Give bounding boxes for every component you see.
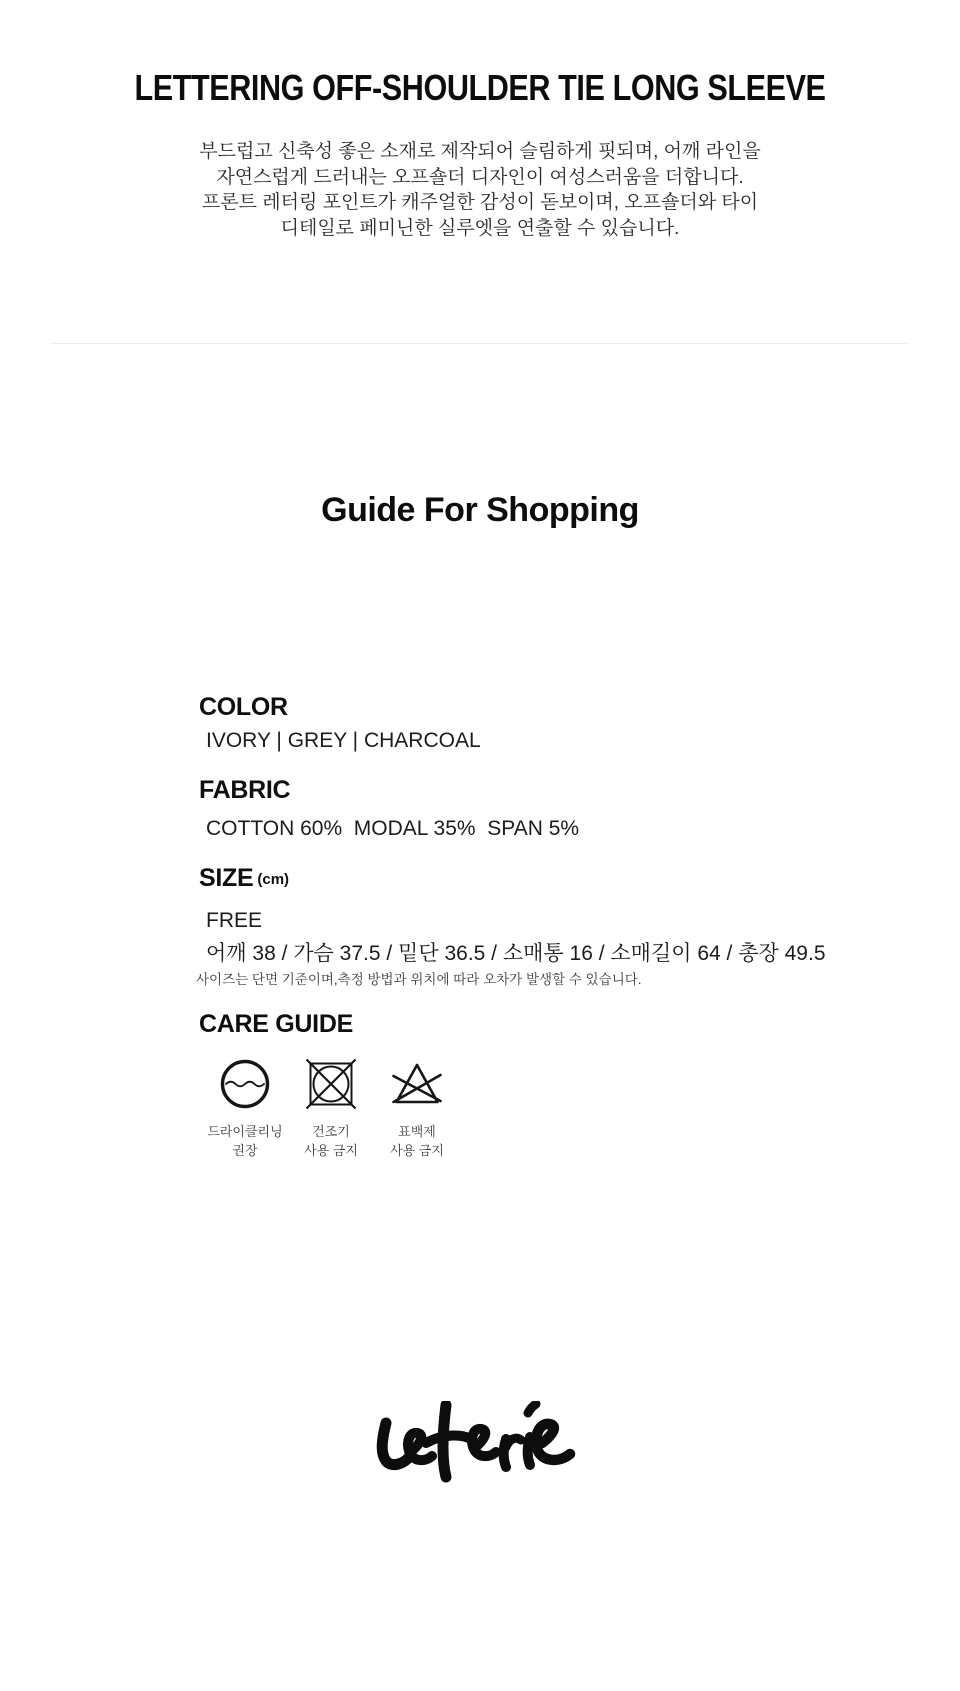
color-value: IVORY | GREY | CHARCOAL	[206, 729, 481, 752]
care-label: 표백제 사용 금지	[390, 1124, 444, 1158]
size-name-value: FREE	[206, 909, 263, 932]
product-detail-page	[0, 69, 960, 1489]
shopping-guide-content	[0, 692, 960, 1160]
size-unit-label: (cm)	[257, 871, 290, 888]
color-heading: COLOR	[199, 693, 288, 721]
size-heading	[199, 863, 960, 895]
care-guide-icons-row	[202, 1058, 960, 1160]
dry-clean-icon	[219, 1058, 271, 1110]
fabric-value: COTTON 60% MODAL 35% SPAN 5%	[206, 817, 580, 840]
fabric-heading: FABRIC	[199, 776, 291, 804]
no-bleach-icon	[391, 1058, 443, 1110]
guide-for-shopping-heading: Guide For Shopping	[321, 491, 639, 529]
size-measurements: 어깨 38 / 가슴 37.5 / 밑단 36.5 / 소매통 16 / 소매길이 64 / 총장 49.5	[206, 942, 826, 965]
care-item-no-bleach	[374, 1058, 460, 1160]
care-item-dry-clean	[202, 1058, 288, 1160]
no-tumble-dry-icon	[305, 1058, 357, 1110]
description-line: 자연스럽게 드러내는 오프숄더 디자인이 여성스러움을 더합니다.	[216, 166, 744, 188]
product-description	[0, 139, 960, 241]
description-line: 부드럽고 신축성 좋은 소재로 제작되어 슬림하게 핏되며, 어깨 라인을	[199, 141, 761, 162]
care-guide-heading: CARE GUIDE	[199, 1010, 353, 1038]
brand-logo	[370, 1401, 590, 1489]
description-line: 프론트 레터링 포인트가 캐주얼한 감성이 돋보이며, 오프숄더와 타이	[201, 192, 759, 213]
care-label: 드라이클리닝 권장	[207, 1124, 283, 1158]
care-item-no-tumble-dry	[288, 1058, 374, 1160]
product-title: LETTERING OFF-SHOULDER TIE LONG SLEEVE	[134, 67, 826, 108]
size-note: 사이즈는 단면 기준이며,측정 방법과 위치에 따라 오차가 발생할 수 있습니다.	[196, 972, 642, 987]
description-line: 디테일로 페미닌한 실루엣을 연출할 수 있습니다.	[280, 217, 680, 239]
section-divider	[50, 343, 910, 344]
size-heading-label: SIZE	[199, 864, 254, 892]
care-label: 건조기 사용 금지	[304, 1124, 358, 1158]
